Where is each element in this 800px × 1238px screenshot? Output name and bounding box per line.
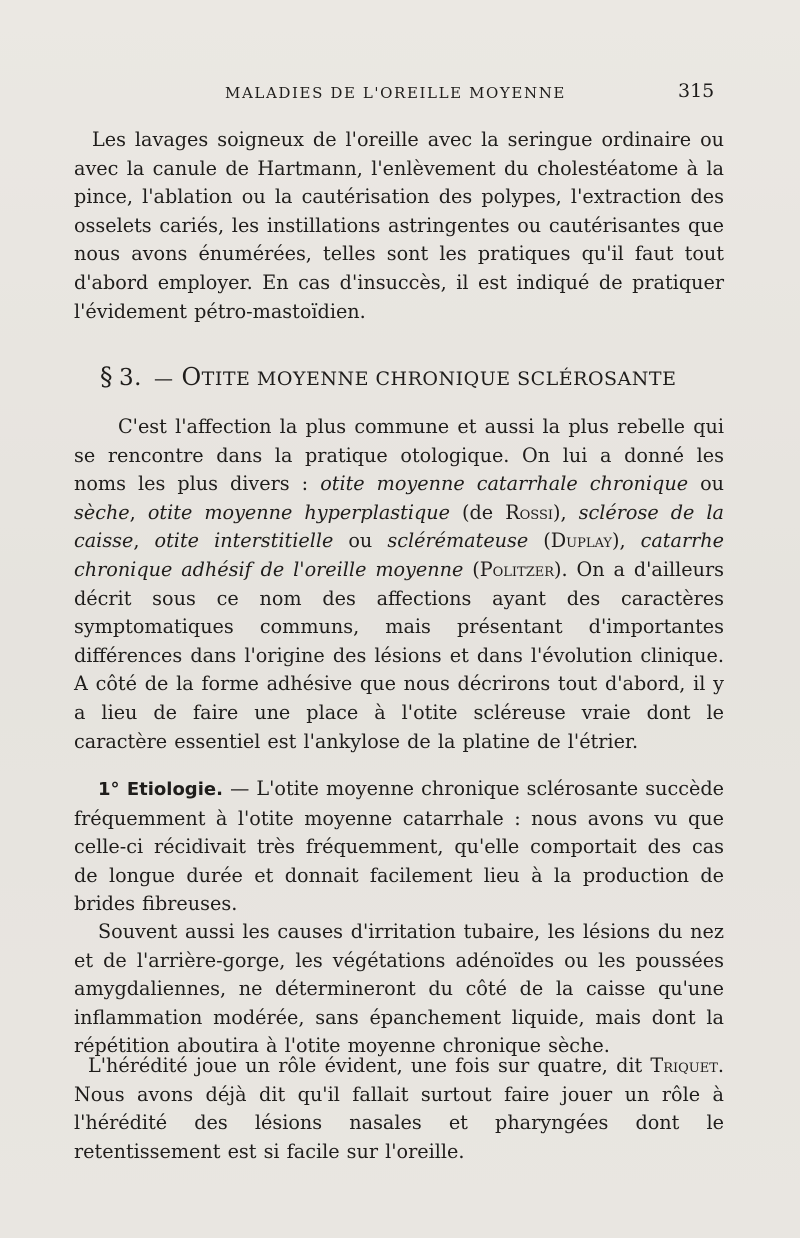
text-run: (: [463, 557, 480, 581]
page-header: [0, 80, 800, 110]
text-run: C'est l'affection la plus commune et aussi la plus rebelle qui se rencontre dans la pratique otologique. On lui a donné les noms les plus divers :: [74, 415, 724, 496]
italic-term: otite interstitielle: [154, 529, 334, 553]
text-run: — L'otite moyenne chronique sclérosante succède fréquemment à l'otite moyenne catarrhale : nous avons vu que celle-ci récidivait très fréquemment, qu'elle comportait des cas de longue durée et donnait facilement lieu à la production de brides fibreuses.: [74, 777, 724, 916]
paragraph-treatment: Les lavages soigneux de l'oreille avec la seringue ordinaire ou avec la canule de Hartmann, l'enlèvement du cholestéatome à la pince, l'ablation ou la cautérisation des polypes, l'extraction des osselets cariés, les instillations astringentes ou cautérisantes que nous avons énumérées, telles sont les pratiques qu'il faut tout d'abord employer. En cas d'insuccès, il est indiqué de pratiquer l'évidement pétro-mastoïdien.: [74, 128, 724, 323]
text-run: ou: [688, 472, 725, 496]
section-title-initial: O: [181, 363, 202, 391]
italic-term: otite moyenne catarrhale chronique: [320, 472, 689, 496]
section-heading: [100, 362, 740, 391]
italic-term: sclérémateuse: [387, 529, 529, 553]
author-name: Politzer: [479, 557, 555, 581]
author-name: Duplay: [550, 529, 612, 553]
italic-term: sèche: [74, 500, 130, 524]
section-number: 3.: [119, 365, 142, 391]
text-run: L'hérédité joue un rôle évident, une fois sur quatre, dit: [88, 1054, 651, 1077]
author-name: Rossi: [505, 500, 554, 524]
text-run: (: [528, 529, 551, 553]
text-run: ,: [133, 529, 155, 553]
text-run: ). On a d'ailleurs décrit sous ce nom des affections ayant des caractères symptomatiques communs, mais présentant d'importantes différences dans l'origine des lésions et dans l'évolution clinique. A côté de la forme adhésive que nous décrirons tout d'abord, il y a lieu de faire une place à l'otite scléreuse vraie dont le caractère essentiel est l'ankylose de la platine de l'étrier.: [74, 557, 724, 753]
paragraph-heredity: [74, 1052, 724, 1166]
section-title-rest: TITE MOYENNE CHRONIQUE SCLÉROSANTE: [201, 368, 677, 390]
section-dash: —: [153, 368, 174, 390]
text-run: . Nous avons déjà dit qu'il fallait surtout faire jouer un rôle à l'hérédité des lésions nasales et pharyngées dont le retentissement est si facile sur l'oreille.: [74, 1054, 724, 1163]
paragraph-etiology: [74, 775, 724, 919]
text-run: ou: [333, 529, 388, 553]
italic-term: otite moyenne hyperplastique: [147, 500, 450, 524]
text-run: ,: [129, 500, 148, 524]
text-run: ),: [611, 529, 641, 553]
italic-term: sclérose de la caisse: [74, 500, 724, 553]
author-name: Triquet: [650, 1054, 718, 1077]
section-symbol: §: [100, 362, 113, 391]
etiology-heading: 1° Etiologie.: [98, 779, 223, 800]
paragraph-definition: [74, 413, 724, 756]
running-head: MALADIES DE L'OREILLE MOYENNE: [225, 84, 566, 102]
italic-term: catarrhe chronique adhésif de l'oreille moyenne: [74, 529, 725, 581]
paragraph-irritation-causes: Souvent aussi les causes d'irritation tubaire, les lésions du nez et de l'arrière-gorge, les végétations adénoïdes ou les poussées amygdaliennes, ne détermineront du côté de la caisse qu'une inflammation modérée, sans épanchement liquide, mais dont la répétition aboutira à l'otite moyenne chronique sèche.: [74, 920, 724, 1058]
text-run: (de: [449, 500, 506, 524]
text-run: ),: [553, 500, 579, 524]
page-number: 315: [678, 80, 715, 102]
